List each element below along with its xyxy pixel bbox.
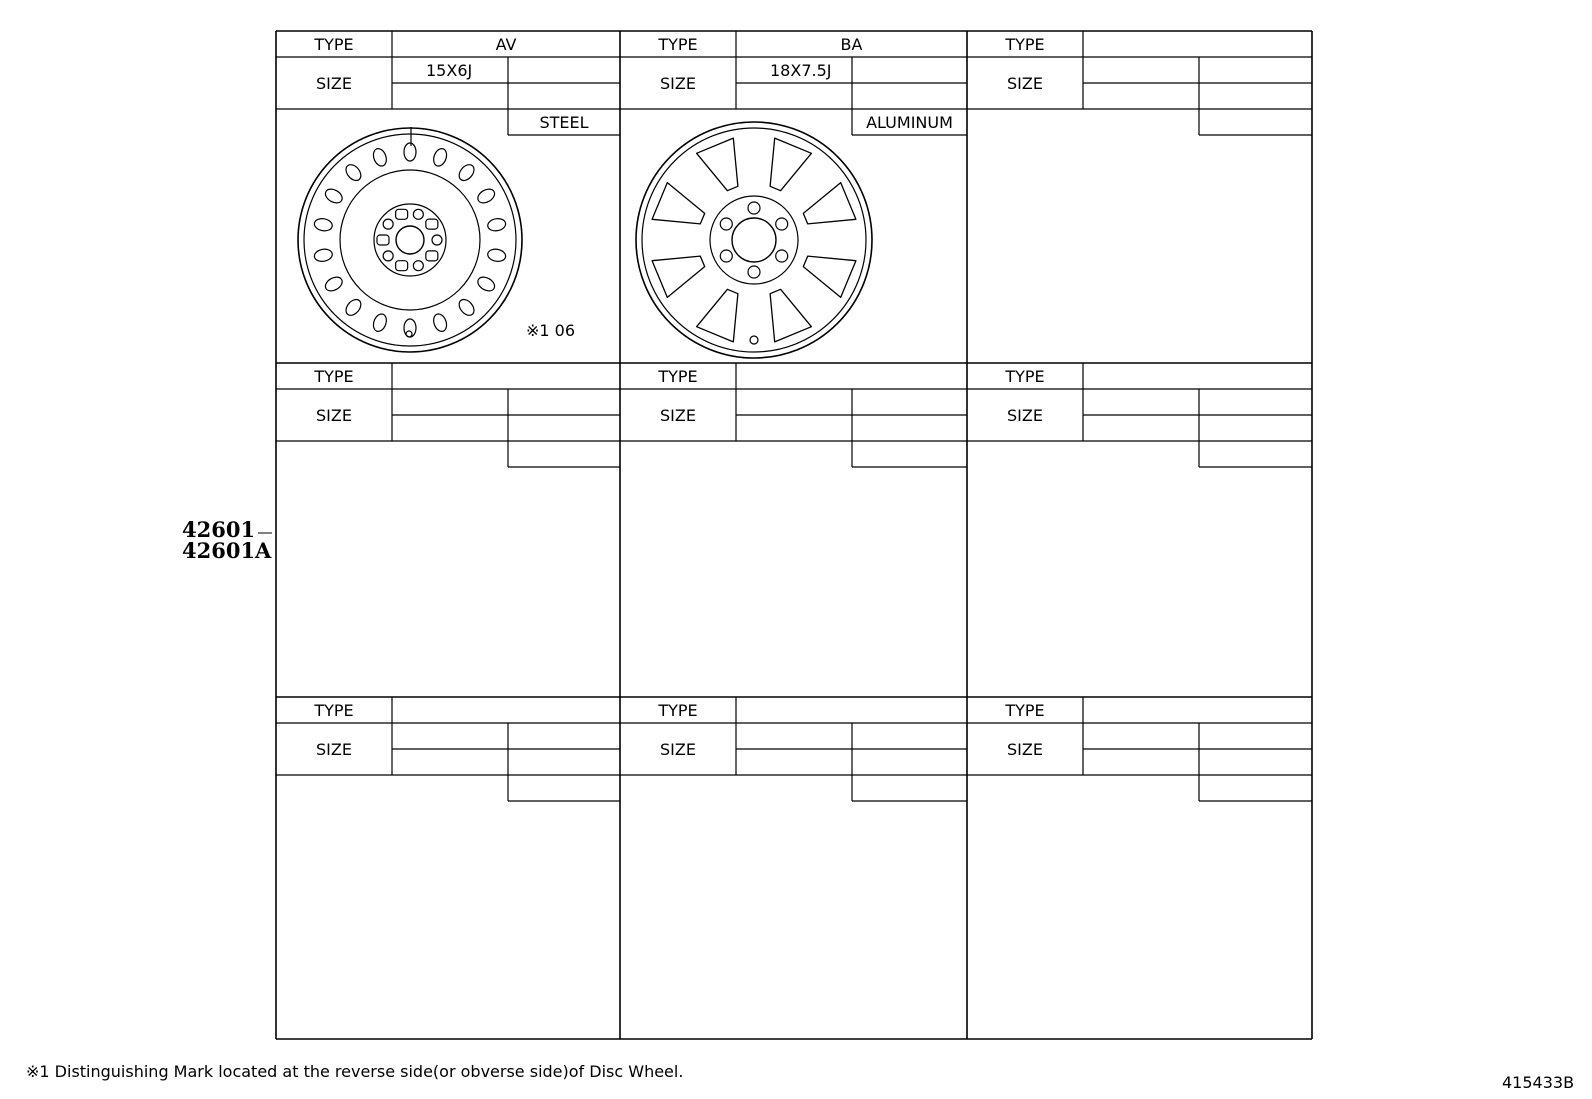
lug-nut bbox=[776, 218, 788, 230]
vent-hole bbox=[456, 297, 477, 319]
wheel-rim-inner bbox=[304, 134, 516, 346]
hub-slot bbox=[377, 235, 389, 245]
type-label: TYPE bbox=[658, 367, 698, 386]
size-value: 15X6J bbox=[426, 61, 473, 80]
type-label: TYPE bbox=[1005, 35, 1045, 54]
lug-nut bbox=[720, 250, 732, 262]
valve-hole bbox=[750, 336, 758, 344]
vent-hole bbox=[431, 147, 448, 168]
hub-slot bbox=[396, 261, 408, 271]
spoke-window bbox=[697, 289, 738, 342]
spoke-window bbox=[697, 138, 738, 191]
aluminum-wheel-drawing bbox=[636, 122, 872, 358]
size-label: SIZE bbox=[1007, 74, 1043, 93]
spoke-window bbox=[652, 256, 705, 297]
size-label: SIZE bbox=[660, 74, 696, 93]
size-label: SIZE bbox=[316, 406, 352, 425]
vent-hole bbox=[475, 186, 497, 205]
vent-hole bbox=[313, 217, 333, 232]
vent-hole bbox=[343, 162, 364, 184]
type-label: TYPE bbox=[1005, 701, 1045, 720]
center-bore bbox=[732, 218, 776, 262]
vent-hole bbox=[371, 147, 388, 168]
wheel-rim-outer bbox=[636, 122, 872, 358]
wheel-hub bbox=[374, 204, 446, 276]
vent-hole bbox=[323, 186, 345, 205]
mark-note: ※1 06 bbox=[526, 321, 576, 340]
vent-hole bbox=[343, 297, 364, 319]
spoke-window bbox=[770, 289, 811, 342]
vent-hole bbox=[404, 143, 416, 161]
vent-hole bbox=[431, 312, 448, 333]
type-value: AV bbox=[495, 35, 517, 54]
lug-hole bbox=[383, 251, 393, 261]
lug-hole bbox=[432, 235, 442, 245]
vent-hole bbox=[487, 217, 507, 232]
type-label: TYPE bbox=[658, 35, 698, 54]
part-number-42601a: 42601A bbox=[182, 538, 272, 563]
size-label: SIZE bbox=[316, 74, 352, 93]
hub-slot bbox=[426, 251, 438, 261]
valve-hole bbox=[406, 331, 412, 337]
lug-hole bbox=[383, 219, 393, 229]
size-label: SIZE bbox=[1007, 740, 1043, 759]
lug-hole bbox=[413, 261, 423, 271]
spoke-window bbox=[803, 183, 856, 224]
part-number-42601: 42601 bbox=[182, 517, 256, 542]
vent-hole bbox=[475, 274, 497, 293]
lug-nut bbox=[720, 218, 732, 230]
spoke-window bbox=[652, 183, 705, 224]
type-label: TYPE bbox=[658, 701, 698, 720]
spoke-window bbox=[803, 256, 856, 297]
vent-hole bbox=[323, 274, 345, 293]
lug-nut bbox=[748, 202, 760, 214]
size-value: 18X7.5J bbox=[770, 61, 832, 80]
wheel-rim-inner bbox=[642, 128, 866, 352]
wheel-hub bbox=[710, 196, 798, 284]
size-label: SIZE bbox=[660, 740, 696, 759]
vent-hole bbox=[313, 248, 333, 263]
steel-wheel-drawing bbox=[298, 128, 522, 352]
type-label: TYPE bbox=[314, 35, 354, 54]
vent-hole bbox=[371, 312, 388, 333]
size-label: SIZE bbox=[660, 406, 696, 425]
document-id: 415433B bbox=[1502, 1073, 1575, 1092]
type-value: BA bbox=[840, 35, 863, 54]
material-label: STEEL bbox=[539, 113, 589, 132]
lug-hole bbox=[413, 209, 423, 219]
footnote: ※1 Distinguishing Mark located at the reverse side(or obverse side)of Disc Wheel. bbox=[26, 1062, 684, 1081]
type-label: TYPE bbox=[1005, 367, 1045, 386]
hub-slot bbox=[396, 209, 408, 219]
spoke-window bbox=[770, 138, 811, 191]
size-label: SIZE bbox=[316, 740, 352, 759]
vent-hole bbox=[487, 248, 507, 263]
type-label: TYPE bbox=[314, 701, 354, 720]
lug-nut bbox=[748, 266, 760, 278]
type-label: TYPE bbox=[314, 367, 354, 386]
center-bore bbox=[396, 226, 424, 254]
size-label: SIZE bbox=[1007, 406, 1043, 425]
hub-slot bbox=[426, 219, 438, 229]
material-label: ALUMINUM bbox=[866, 113, 953, 132]
wheel-disc-face bbox=[340, 170, 480, 310]
vent-hole bbox=[456, 162, 477, 184]
lug-nut bbox=[776, 250, 788, 262]
